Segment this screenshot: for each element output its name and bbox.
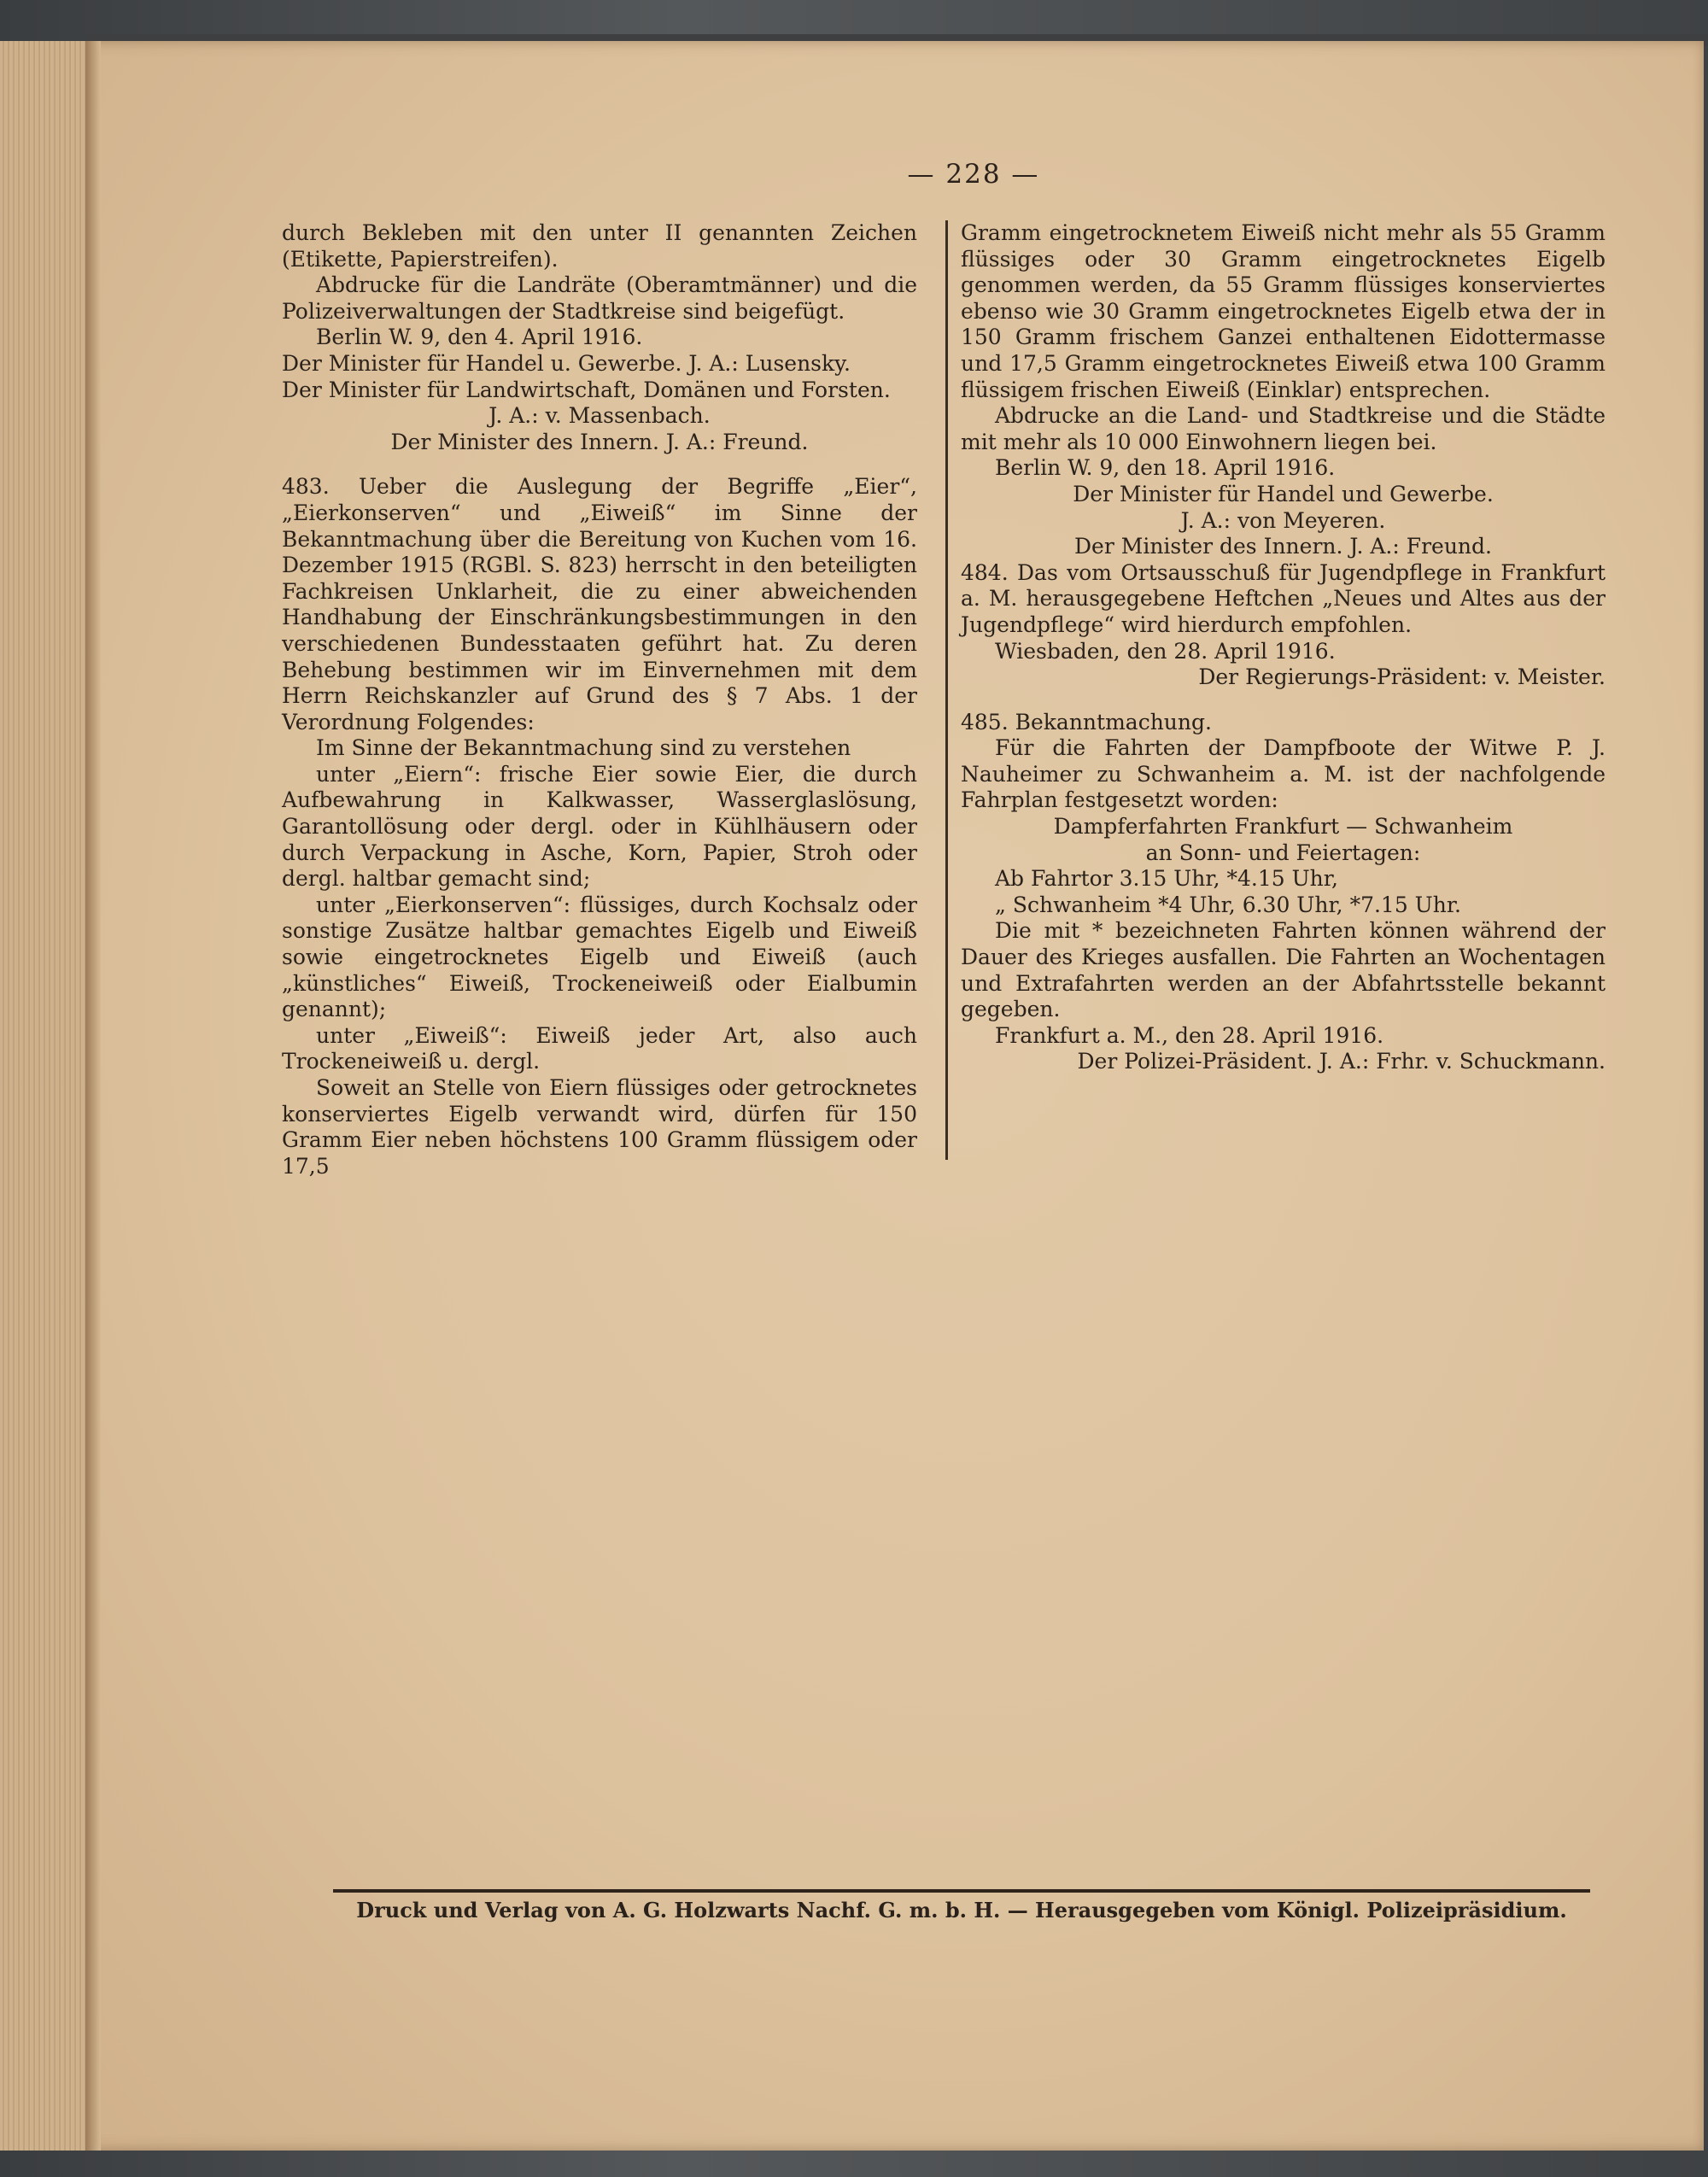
- right-column: [961, 220, 1606, 1075]
- right-paragraph: Wiesbaden, den 28. April 1916.: [995, 638, 1336, 664]
- left-column: [282, 220, 917, 1179]
- imprint-footer: Druck und Verlag von A. G. Holzwarts Nachf. G. m. b. H. — Herausgegeben vom Königl. Polizeipräsidium.: [356, 1898, 1567, 1922]
- right-paragraph: Der Minister des Innern. J. A.: Freund.: [1074, 534, 1492, 559]
- right-paragraph: [961, 691, 1606, 710]
- left-paragraph: unter „Eiweiß“: Eiweiß jeder Art, also auch Trockeneiweiß u. dergl.: [282, 1022, 917, 1074]
- right-paragraph: 484. Das vom Ortsausschuß für Jugendpflege in Frankfurt a. M. herausgegebene Heftchen „Neues und Altes aus der Jugendpflege“ wird hierdurch empfohlen.: [961, 559, 1606, 637]
- left-paragraph: Berlin W. 9, den 4. April 1916.: [316, 325, 643, 350]
- right-paragraph: Dampferfahrten Frankfurt — Schwanheim: [1053, 814, 1513, 840]
- right-paragraph: „ Schwanheim *4 Uhr, 6.30 Uhr, *7.15 Uhr.: [995, 892, 1462, 917]
- left-paragraph: Der Minister für Handel u. Gewerbe. J. A.: Lusensky.: [282, 350, 851, 376]
- right-paragraph: Gramm eingetrocknetem Eiweiß nicht mehr als 55 Gramm flüssiges oder 30 Gramm eingetrocknetes Eigelb genommen werden, da 55 Gramm flüssiges konserviertes ebenso wie 30 Gramm eingetrocknetes Eigelb etwa der in 150 Gramm frischem Ganzei enthaltenen Eidottermasse und 17,5 Gramm eingetrocknetes Eiweiß etwa 100 Gramm flüssigem frischen Eiweiß (Einklar) entsprechen.: [961, 220, 1606, 402]
- column-divider: [945, 220, 948, 1160]
- left-paragraph: unter „Eierkonserven“: flüssiges, durch Kochsalz oder sonstige Zusätze haltbar gemachtes Eigelb und Eiweiß sowie eingetrocknetes Eigelb und Eiweiß (auch „künstliches“ Eiweiß, Trockeneiweiß oder Eialbumin genannt);: [282, 892, 917, 1022]
- left-paragraph: Der Minister für Landwirtschaft, Domänen und Forsten.: [282, 377, 891, 402]
- left-paragraph: Soweit an Stelle von Eiern flüssiges oder getrocknetes konserviertes Eigelb verwandt wird, dürfen für 150 Gramm Eier neben höchstens 100 Gramm flüssigem oder 17,5: [282, 1075, 917, 1179]
- page-number: — 228 —: [907, 159, 1040, 190]
- right-paragraph: Die mit * bezeichneten Fahrten können während der Dauer des Krieges ausfallen. Die Fahrten an Wochentagen und Extrafahrten werden an der Abfahrtsstelle bekannt gegeben.: [961, 918, 1606, 1022]
- right-paragraph: Ab Fahrtor 3.15 Uhr, *4.15 Uhr,: [995, 866, 1338, 892]
- left-paragraph: unter „Eiern“: frische Eier sowie Eier, die durch Aufbewahrung in Kalkwasser, Wasserglaslösung, Garantollösung oder dergl. oder in Kühlhäusern oder durch Verpackung in Asche, Korn, Papier, Stroh oder dergl. haltbar gemacht sind;: [282, 761, 917, 892]
- left-paragraph: 483. Ueber die Auslegung der Begriffe „Eier“, „Eierkonserven“ und „Eiweiß“ im Sinne der Bekanntmachung über die Bereitung von Kuchen vom 16. Dezember 1915 (RGBl. S. 823) herrscht in den beteiligten Fachkreisen Unklarheit, die zu einer abweichenden Handhabung der Einschränkungsbestimmungen in den verschiedenen Bundesstaaten geführt hat. Zu deren Behebung bestimmen wir im Einvernehmen mit dem Herrn Reichskanzler auf Grund des § 7 Abs. 1 der Verordnung Folgendes:: [282, 474, 917, 734]
- right-paragraph: Der Regierungs-Präsident: v. Meister.: [1198, 664, 1606, 690]
- right-paragraph: J. A.: von Meyeren.: [1180, 507, 1386, 533]
- left-paragraph: durch Bekleben mit den unter II genannten Zeichen (Etikette, Papierstreifen).: [282, 220, 917, 272]
- left-paragraph: Im Sinne der Bekanntmachung sind zu verstehen: [316, 735, 851, 761]
- left-paragraph: Der Minister des Innern. J. A.: Freund.: [390, 429, 809, 454]
- right-paragraph: Berlin W. 9, den 18. April 1916.: [995, 455, 1336, 481]
- right-paragraph: Frankfurt a. M., den 28. April 1916.: [995, 1022, 1384, 1048]
- right-paragraph: Abdrucke an die Land- und Stadtkreise und die Städte mit mehr als 10 000 Einwohnern liegen bei.: [961, 403, 1606, 454]
- footer-rule: [333, 1889, 1590, 1893]
- page-edges: [0, 41, 85, 2151]
- right-paragraph: Für die Fahrten der Dampfboote der Witwe P. J. Nauheimer zu Schwanheim a. M. ist der nachfolgende Fahrplan festgesetzt worden:: [961, 735, 1606, 813]
- right-paragraph: Der Minister für Handel und Gewerbe.: [1073, 481, 1494, 506]
- right-paragraph: 485. Bekanntmachung.: [961, 709, 1212, 734]
- left-paragraph: J. A.: v. Massenbach.: [488, 403, 711, 429]
- left-paragraph: Abdrucke für die Landräte (Oberamtmänner) und die Polizeiverwaltungen der Stadtkreise sind beigefügt.: [282, 272, 917, 324]
- book-gutter: [85, 41, 101, 2151]
- right-paragraph: Der Polizei-Präsident. J. A.: Frhr. v. Schuckmann.: [1077, 1049, 1606, 1074]
- right-paragraph: an Sonn- und Feiertagen:: [1145, 840, 1421, 865]
- left-paragraph: [282, 455, 917, 474]
